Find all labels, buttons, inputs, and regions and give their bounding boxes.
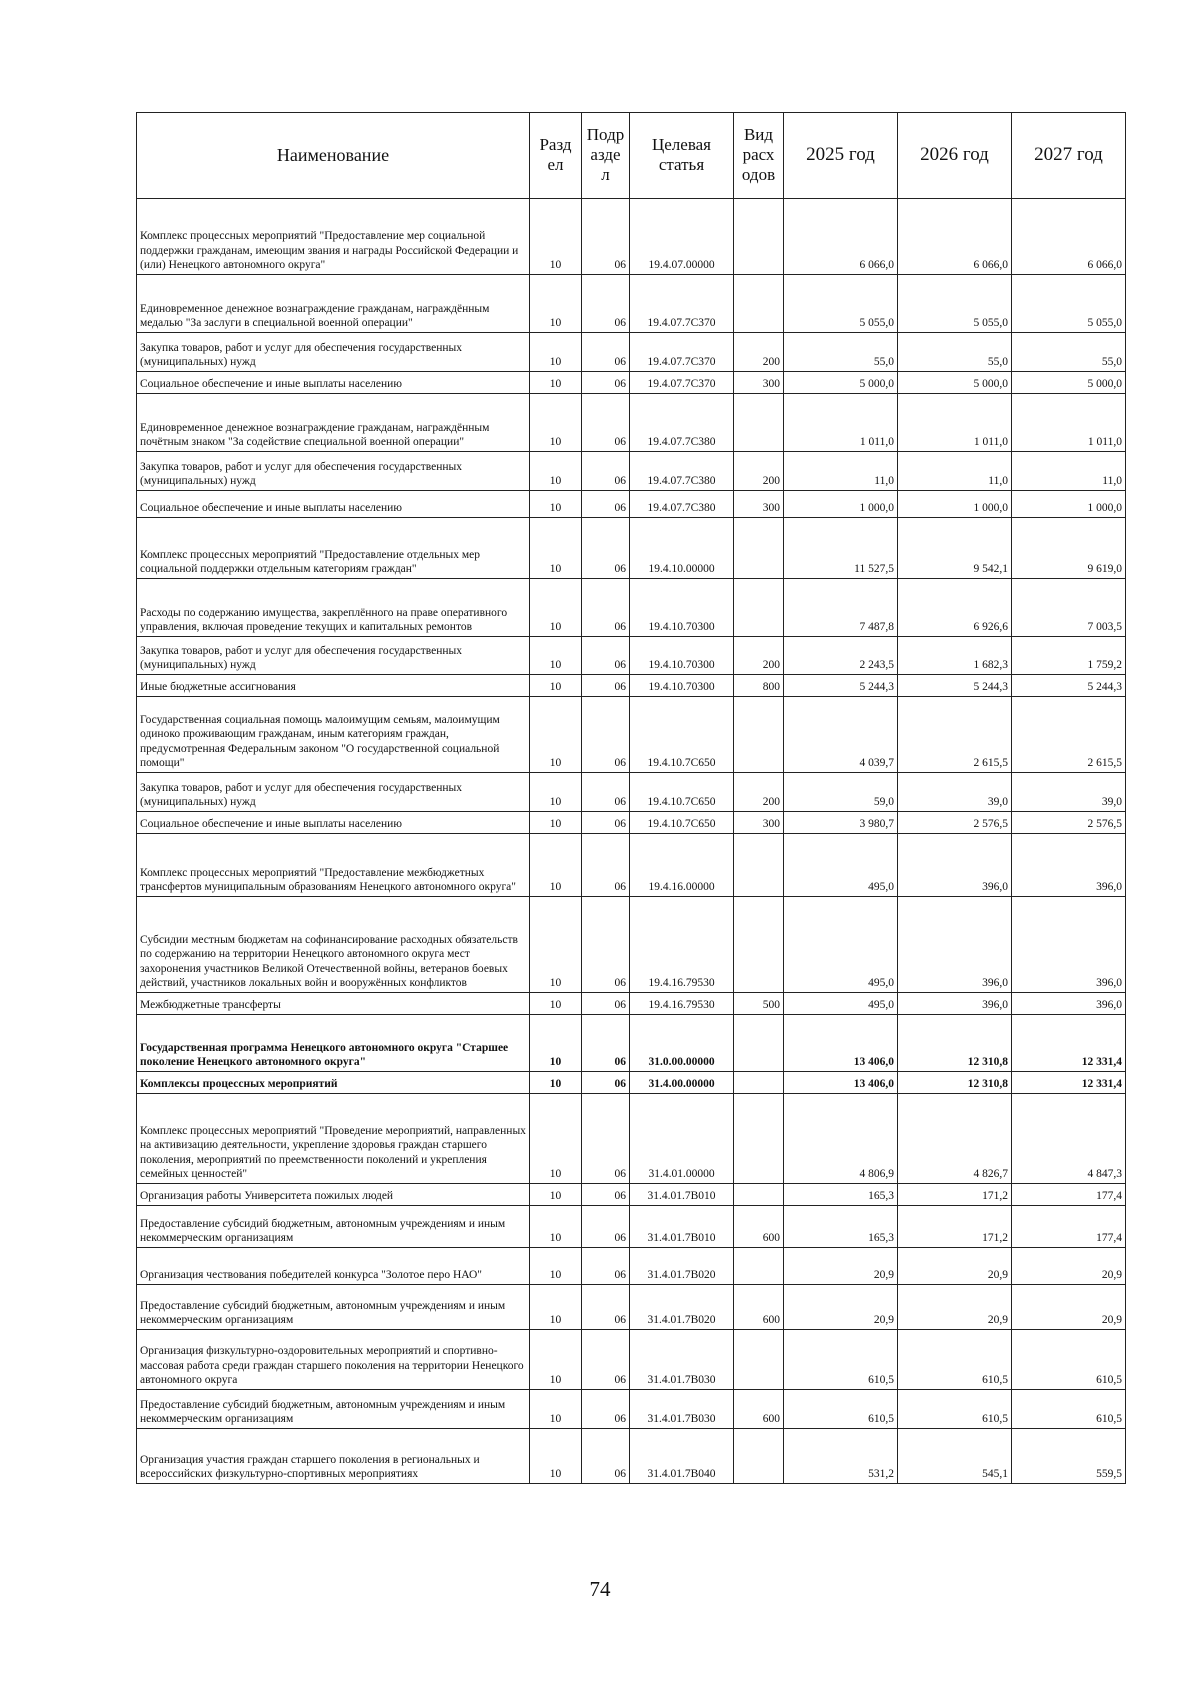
row-target-cell: 31.4.01.7В030 <box>630 1390 734 1429</box>
page-number: 74 <box>589 1577 611 1601</box>
row-target-cell: 19.4.10.7С650 <box>630 773 734 812</box>
row-2025-value: 5 244,3 <box>784 675 898 697</box>
row-2027-value: 20,9 <box>1012 1285 1126 1330</box>
row-target-cell: 31.4.00.00000 <box>630 1072 734 1094</box>
row-podrazdel-cell: 06 <box>582 834 630 897</box>
row-2027-value: 12 331,4 <box>1012 1072 1126 1094</box>
row-expense-type-cell <box>734 1248 784 1285</box>
row-razdel-cell: 10 <box>530 1072 582 1094</box>
row-name-cell: Закупка товаров, работ и услуг для обеспечения государственных (муниципальных) нужд <box>137 452 530 491</box>
row-podrazdel-cell: 06 <box>582 812 630 834</box>
row-razdel-cell: 10 <box>530 518 582 579</box>
row-expense-type-cell: 600 <box>734 1285 784 1330</box>
row-podrazdel-cell: 06 <box>582 1429 630 1484</box>
row-2026-value: 11,0 <box>898 452 1012 491</box>
row-expense-type-cell <box>734 1072 784 1094</box>
row-2025-value: 4 039,7 <box>784 697 898 773</box>
row-razdel-cell: 10 <box>530 1285 582 1330</box>
row-expense-type-cell: 500 <box>734 993 784 1015</box>
row-2027-value: 20,9 <box>1012 1248 1126 1285</box>
row-target-cell: 31.4.01.7В030 <box>630 1330 734 1390</box>
row-2025-value: 13 406,0 <box>784 1072 898 1094</box>
row-target-cell: 19.4.10.7С650 <box>630 812 734 834</box>
row-2026-value: 610,5 <box>898 1330 1012 1390</box>
row-name-cell: Закупка товаров, работ и услуг для обеспечения государственных (муниципальных) нужд <box>137 773 530 812</box>
row-2026-value: 396,0 <box>898 834 1012 897</box>
row-name-cell: Организация чествования победителей конкурса "Золотое перо НАО" <box>137 1248 530 1285</box>
row-name-cell: Организация работы Университета пожилых людей <box>137 1184 530 1206</box>
row-name-cell: Закупка товаров, работ и услуг для обеспечения государственных (муниципальных) нужд <box>137 637 530 675</box>
row-razdel-cell: 10 <box>530 372 582 394</box>
row-2027-value: 2 615,5 <box>1012 697 1126 773</box>
row-podrazdel-cell: 06 <box>582 275 630 333</box>
row-target-cell: 19.4.07.7С380 <box>630 491 734 518</box>
row-razdel-cell: 10 <box>530 1094 582 1184</box>
row-2026-value: 5 000,0 <box>898 372 1012 394</box>
row-podrazdel-cell: 06 <box>582 579 630 637</box>
row-2026-value: 6 926,6 <box>898 579 1012 637</box>
row-2025-value: 4 806,9 <box>784 1094 898 1184</box>
row-razdel-cell: 10 <box>530 199 582 275</box>
row-2026-value: 4 826,7 <box>898 1094 1012 1184</box>
row-2027-value: 2 576,5 <box>1012 812 1126 834</box>
row-razdel-cell: 10 <box>530 834 582 897</box>
row-expense-type-cell: 200 <box>734 333 784 372</box>
row-name-cell: Государственная социальная помощь малоимущим семьям, малоимущим одиноко проживающим гражданам, иным категориям граждан, предусмотренная Федеральным законом "О государственной социальной помощи" <box>137 697 530 773</box>
row-2025-value: 5 000,0 <box>784 372 898 394</box>
row-2026-value: 9 542,1 <box>898 518 1012 579</box>
row-2025-value: 13 406,0 <box>784 1015 898 1072</box>
row-name-cell: Расходы по содержанию имущества, закреплённого на праве оперативного управления, включая проведение текущих и капитальных ремонтов <box>137 579 530 637</box>
row-name-cell: Закупка товаров, работ и услуг для обеспечения государственных (муниципальных) нужд <box>137 333 530 372</box>
row-2027-value: 4 847,3 <box>1012 1094 1126 1184</box>
row-2025-value: 6 066,0 <box>784 199 898 275</box>
row-podrazdel-cell: 06 <box>582 897 630 993</box>
row-2026-value: 1 011,0 <box>898 394 1012 452</box>
row-2027-value: 177,4 <box>1012 1184 1126 1206</box>
row-expense-type-cell: 200 <box>734 637 784 675</box>
row-2026-value: 396,0 <box>898 897 1012 993</box>
row-2025-value: 610,5 <box>784 1330 898 1390</box>
row-razdel-cell: 10 <box>530 452 582 491</box>
row-razdel-cell: 10 <box>530 275 582 333</box>
row-2027-value: 55,0 <box>1012 333 1126 372</box>
header-year-2027: 2027 год <box>1012 113 1126 199</box>
row-podrazdel-cell: 06 <box>582 993 630 1015</box>
row-expense-type-cell: 300 <box>734 372 784 394</box>
row-target-cell: 19.4.07.00000 <box>630 199 734 275</box>
row-razdel-cell: 10 <box>530 812 582 834</box>
row-2027-value: 177,4 <box>1012 1206 1126 1248</box>
row-2027-value: 396,0 <box>1012 993 1126 1015</box>
table-row <box>137 897 1126 993</box>
row-2026-value: 5 055,0 <box>898 275 1012 333</box>
row-expense-type-cell: 200 <box>734 452 784 491</box>
header-target-article: Целевая статья <box>630 113 734 199</box>
row-name-cell: Субсидии местным бюджетам на софинансирование расходных обязательств по содержанию на территории Ненецкого автономного округа мест захоронения участников Великой Отечественной войны, ветеранов боевых действий, участников локальных войн и вооружённых конфликтов <box>137 897 530 993</box>
row-razdel-cell: 10 <box>530 675 582 697</box>
table-row <box>137 372 1126 394</box>
row-expense-type-cell <box>734 394 784 452</box>
row-2025-value: 165,3 <box>784 1184 898 1206</box>
row-2026-value: 39,0 <box>898 773 1012 812</box>
row-podrazdel-cell: 06 <box>582 518 630 579</box>
row-2026-value: 1 000,0 <box>898 491 1012 518</box>
row-razdel-cell: 10 <box>530 897 582 993</box>
row-target-cell: 31.4.01.7В040 <box>630 1429 734 1484</box>
row-2025-value: 495,0 <box>784 993 898 1015</box>
row-expense-type-cell <box>734 1330 784 1390</box>
row-2025-value: 610,5 <box>784 1390 898 1429</box>
row-name-cell: Социальное обеспечение и иные выплаты населению <box>137 812 530 834</box>
row-2027-value: 7 003,5 <box>1012 579 1126 637</box>
row-razdel-cell: 10 <box>530 637 582 675</box>
row-2025-value: 1 011,0 <box>784 394 898 452</box>
row-target-cell: 19.4.10.70300 <box>630 579 734 637</box>
row-target-cell: 31.4.01.7В020 <box>630 1285 734 1330</box>
row-razdel-cell: 10 <box>530 1248 582 1285</box>
row-2025-value: 2 243,5 <box>784 637 898 675</box>
row-expense-type-cell <box>734 1015 784 1072</box>
row-2027-value: 1 759,2 <box>1012 637 1126 675</box>
row-2025-value: 531,2 <box>784 1429 898 1484</box>
table-row <box>137 1094 1126 1184</box>
row-2027-value: 396,0 <box>1012 897 1126 993</box>
table-row <box>137 1184 1126 1206</box>
table-row <box>137 675 1126 697</box>
row-name-cell: Организация физкультурно-оздоровительных мероприятий и спортивно-массовая работа среди граждан старшего поколения на территории Ненецкого автономного округа <box>137 1330 530 1390</box>
row-2027-value: 610,5 <box>1012 1390 1126 1429</box>
row-razdel-cell: 10 <box>530 394 582 452</box>
header-razdel: Разд ел <box>530 113 582 199</box>
row-2026-value: 6 066,0 <box>898 199 1012 275</box>
row-2025-value: 495,0 <box>784 897 898 993</box>
table-row <box>137 697 1126 773</box>
table-row <box>137 1330 1126 1390</box>
row-2027-value: 5 055,0 <box>1012 275 1126 333</box>
row-target-cell: 19.4.10.70300 <box>630 637 734 675</box>
row-2026-value: 5 244,3 <box>898 675 1012 697</box>
row-2027-value: 396,0 <box>1012 834 1126 897</box>
table-row <box>137 1248 1126 1285</box>
row-expense-type-cell: 200 <box>734 773 784 812</box>
row-target-cell: 19.4.10.00000 <box>630 518 734 579</box>
row-2027-value: 6 066,0 <box>1012 199 1126 275</box>
row-2025-value: 20,9 <box>784 1285 898 1330</box>
row-name-cell: Комплексы процессных мероприятий <box>137 1072 530 1094</box>
row-expense-type-cell: 600 <box>734 1206 784 1248</box>
table-row <box>137 834 1126 897</box>
row-name-cell: Единовременное денежное вознаграждение гражданам, награждённым почётным знаком "За содействие специальной военной операции" <box>137 394 530 452</box>
row-2026-value: 20,9 <box>898 1248 1012 1285</box>
row-2026-value: 610,5 <box>898 1390 1012 1429</box>
row-2026-value: 2 576,5 <box>898 812 1012 834</box>
budget-table <box>136 112 1126 1484</box>
row-podrazdel-cell: 06 <box>582 773 630 812</box>
row-razdel-cell: 10 <box>530 1015 582 1072</box>
table-row <box>137 579 1126 637</box>
row-podrazdel-cell: 06 <box>582 1285 630 1330</box>
row-podrazdel-cell: 06 <box>582 697 630 773</box>
row-podrazdel-cell: 06 <box>582 1330 630 1390</box>
table-row <box>137 1429 1126 1484</box>
row-2026-value: 12 310,8 <box>898 1072 1012 1094</box>
row-2027-value: 5 000,0 <box>1012 372 1126 394</box>
row-razdel-cell: 10 <box>530 579 582 637</box>
row-podrazdel-cell: 06 <box>582 675 630 697</box>
row-2025-value: 3 980,7 <box>784 812 898 834</box>
header-podrazdel: Подр азде л <box>582 113 630 199</box>
row-2025-value: 495,0 <box>784 834 898 897</box>
row-podrazdel-cell: 06 <box>582 452 630 491</box>
row-podrazdel-cell: 06 <box>582 1094 630 1184</box>
header-expense-type: Вид расх одов <box>734 113 784 199</box>
table-row <box>137 1072 1126 1094</box>
row-expense-type-cell <box>734 1094 784 1184</box>
table-row <box>137 1285 1126 1330</box>
row-podrazdel-cell: 06 <box>582 1072 630 1094</box>
row-2026-value: 171,2 <box>898 1206 1012 1248</box>
row-name-cell: Социальное обеспечение и иные выплаты населению <box>137 491 530 518</box>
row-target-cell: 19.4.10.7С650 <box>630 697 734 773</box>
row-2025-value: 1 000,0 <box>784 491 898 518</box>
row-2026-value: 545,1 <box>898 1429 1012 1484</box>
row-podrazdel-cell: 06 <box>582 1206 630 1248</box>
row-2026-value: 1 682,3 <box>898 637 1012 675</box>
row-2025-value: 11 527,5 <box>784 518 898 579</box>
row-target-cell: 19.4.07.7С380 <box>630 394 734 452</box>
row-podrazdel-cell: 06 <box>582 333 630 372</box>
row-podrazdel-cell: 06 <box>582 1248 630 1285</box>
row-2026-value: 55,0 <box>898 333 1012 372</box>
row-target-cell: 31.4.01.7В010 <box>630 1184 734 1206</box>
row-razdel-cell: 10 <box>530 1330 582 1390</box>
row-podrazdel-cell: 06 <box>582 491 630 518</box>
table-row <box>137 1015 1126 1072</box>
row-target-cell: 19.4.16.79530 <box>630 993 734 1015</box>
row-target-cell: 19.4.07.7С370 <box>630 333 734 372</box>
row-name-cell: Предоставление субсидий бюджетным, автономным учреждениям и иным некоммерческим организациям <box>137 1206 530 1248</box>
row-2027-value: 559,5 <box>1012 1429 1126 1484</box>
row-name-cell: Комплекс процессных мероприятий "Предоставление межбюджетных трансфертов муниципальным образованиям Ненецкого автономного округа" <box>137 834 530 897</box>
row-expense-type-cell: 300 <box>734 491 784 518</box>
row-expense-type-cell <box>734 1429 784 1484</box>
row-2027-value: 9 619,0 <box>1012 518 1126 579</box>
row-expense-type-cell <box>734 1184 784 1206</box>
row-razdel-cell: 10 <box>530 491 582 518</box>
table-header-row <box>137 113 1126 199</box>
row-2027-value: 12 331,4 <box>1012 1015 1126 1072</box>
row-target-cell: 31.4.01.7В010 <box>630 1206 734 1248</box>
row-name-cell: Межбюджетные трансферты <box>137 993 530 1015</box>
row-target-cell: 19.4.07.7С380 <box>630 452 734 491</box>
row-2026-value: 12 310,8 <box>898 1015 1012 1072</box>
row-2027-value: 610,5 <box>1012 1330 1126 1390</box>
row-target-cell: 31.0.00.00000 <box>630 1015 734 1072</box>
row-expense-type-cell <box>734 579 784 637</box>
row-name-cell: Иные бюджетные ассигнования <box>137 675 530 697</box>
row-expense-type-cell <box>734 697 784 773</box>
row-podrazdel-cell: 06 <box>582 394 630 452</box>
row-2026-value: 20,9 <box>898 1285 1012 1330</box>
row-2027-value: 39,0 <box>1012 773 1126 812</box>
row-target-cell: 19.4.16.00000 <box>630 834 734 897</box>
header-year-2025: 2025 год <box>784 113 898 199</box>
row-razdel-cell: 10 <box>530 1184 582 1206</box>
row-2027-value: 5 244,3 <box>1012 675 1126 697</box>
table-row <box>137 333 1126 372</box>
row-expense-type-cell: 600 <box>734 1390 784 1429</box>
row-target-cell: 19.4.07.7С370 <box>630 372 734 394</box>
table-row <box>137 773 1126 812</box>
row-2027-value: 11,0 <box>1012 452 1126 491</box>
table-row <box>137 993 1126 1015</box>
table-row <box>137 812 1126 834</box>
row-name-cell: Предоставление субсидий бюджетным, автономным учреждениям и иным некоммерческим организациям <box>137 1390 530 1429</box>
row-razdel-cell: 10 <box>530 697 582 773</box>
row-razdel-cell: 10 <box>530 1206 582 1248</box>
row-2025-value: 59,0 <box>784 773 898 812</box>
header-name: Наименование <box>137 113 530 199</box>
row-target-cell: 31.4.01.00000 <box>630 1094 734 1184</box>
table-row <box>137 275 1126 333</box>
row-name-cell: Социальное обеспечение и иные выплаты населению <box>137 372 530 394</box>
table-row <box>137 491 1126 518</box>
row-expense-type-cell <box>734 199 784 275</box>
row-podrazdel-cell: 06 <box>582 199 630 275</box>
header-year-2026: 2026 год <box>898 113 1012 199</box>
table-row <box>137 518 1126 579</box>
row-name-cell: Комплекс процессных мероприятий "Проведение мероприятий, направленных на активизацию деятельности, укрепление здоровья граждан старшего поколения, мероприятий по преемственности поколений и укрепления семейных ценностей" <box>137 1094 530 1184</box>
row-2025-value: 165,3 <box>784 1206 898 1248</box>
row-podrazdel-cell: 06 <box>582 1184 630 1206</box>
row-name-cell: Комплекс процессных мероприятий "Предоставление мер социальной поддержки гражданам, имеющим звания и награды Российской Федерации и (или) Ненецкого автономного округа" <box>137 199 530 275</box>
row-2025-value: 11,0 <box>784 452 898 491</box>
row-razdel-cell: 10 <box>530 993 582 1015</box>
row-2025-value: 7 487,8 <box>784 579 898 637</box>
row-razdel-cell: 10 <box>530 333 582 372</box>
row-name-cell: Предоставление субсидий бюджетным, автономным учреждениям и иным некоммерческим организациям <box>137 1285 530 1330</box>
row-name-cell: Единовременное денежное вознаграждение гражданам, награждённым медалью "За заслуги в специальной военной операции" <box>137 275 530 333</box>
row-expense-type-cell <box>734 518 784 579</box>
row-2025-value: 5 055,0 <box>784 275 898 333</box>
row-razdel-cell: 10 <box>530 773 582 812</box>
row-name-cell: Организация участия граждан старшего поколения в региональных и всероссийских физкультурно-спортивных мероприятиях <box>137 1429 530 1484</box>
row-2027-value: 1 000,0 <box>1012 491 1126 518</box>
row-expense-type-cell <box>734 834 784 897</box>
table-body <box>137 199 1126 1484</box>
row-podrazdel-cell: 06 <box>582 372 630 394</box>
row-name-cell: Комплекс процессных мероприятий "Предоставление отдельных мер социальной поддержки отдельным категориям граждан" <box>137 518 530 579</box>
row-target-cell: 19.4.07.7С370 <box>630 275 734 333</box>
row-target-cell: 19.4.10.70300 <box>630 675 734 697</box>
row-podrazdel-cell: 06 <box>582 637 630 675</box>
row-expense-type-cell: 800 <box>734 675 784 697</box>
row-podrazdel-cell: 06 <box>582 1015 630 1072</box>
row-razdel-cell: 10 <box>530 1429 582 1484</box>
row-target-cell: 31.4.01.7В020 <box>630 1248 734 1285</box>
row-2026-value: 396,0 <box>898 993 1012 1015</box>
row-razdel-cell: 10 <box>530 1390 582 1429</box>
row-2027-value: 1 011,0 <box>1012 394 1126 452</box>
row-2025-value: 20,9 <box>784 1248 898 1285</box>
row-expense-type-cell <box>734 897 784 993</box>
row-2025-value: 55,0 <box>784 333 898 372</box>
row-expense-type-cell <box>734 275 784 333</box>
row-podrazdel-cell: 06 <box>582 1390 630 1429</box>
table-row <box>137 199 1126 275</box>
table-row <box>137 394 1126 452</box>
row-name-cell: Государственная программа Ненецкого автономного округа "Старшее поколение Ненецкого автономного округа" <box>137 1015 530 1072</box>
row-expense-type-cell: 300 <box>734 812 784 834</box>
row-2026-value: 2 615,5 <box>898 697 1012 773</box>
table-row <box>137 1206 1126 1248</box>
table-row <box>137 1390 1126 1429</box>
row-target-cell: 19.4.16.79530 <box>630 897 734 993</box>
row-2026-value: 171,2 <box>898 1184 1012 1206</box>
table-row <box>137 452 1126 491</box>
table-row <box>137 637 1126 675</box>
